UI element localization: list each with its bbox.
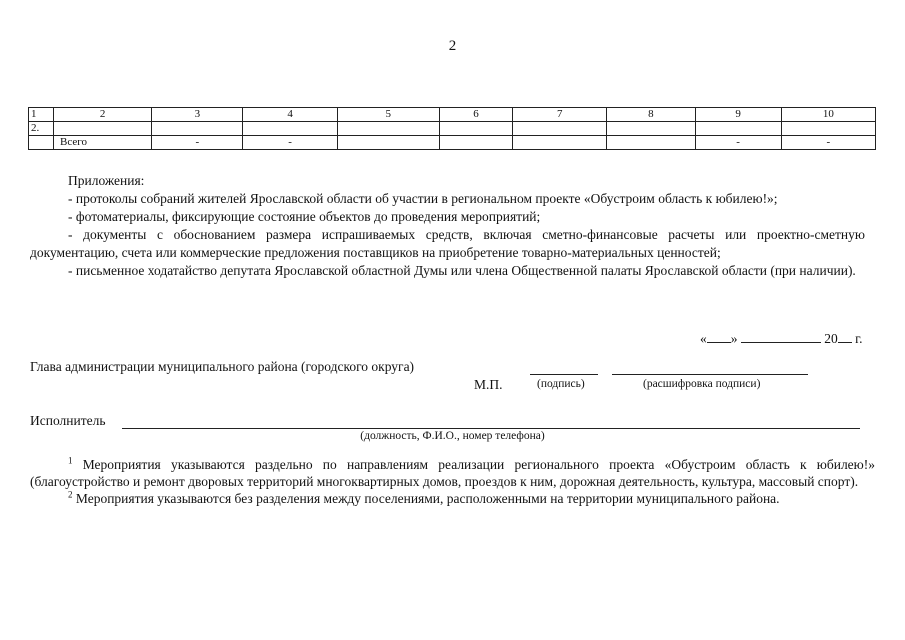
table-header-row [29, 108, 876, 122]
total-label: Всего [54, 136, 152, 150]
table-header-cell: 7 [513, 108, 607, 122]
footnotes [30, 456, 875, 507]
attachment-item: - фотоматериалы, фиксирующие состояние объектов до проведения мероприятий; [68, 209, 541, 224]
table-header-cell: 9 [695, 108, 781, 122]
table-cell [513, 136, 607, 150]
table-cell [781, 122, 875, 136]
attachment-item: - протоколы собраний жителей Ярославской области об участии в региональном проекте «Обустроим область к юбилею!»; [68, 191, 778, 206]
table-header-cell: 3 [152, 108, 243, 122]
executor-line [122, 428, 860, 429]
footnote-text: Мероприятия указываются без разделения между поселениями, расположенными на территории муниципального района. [75, 491, 780, 506]
close-quote: » [730, 331, 738, 346]
table-header-cell: 5 [337, 108, 439, 122]
attachment-item: - документы с обоснованием размера испрашиваемых средств, включая сметно-финансовые расчеты или проектно-сметную документацию, счета или коммерческие предложения поставщиков на приобретение товарно-материальных ценностей; [30, 227, 865, 260]
footnote-mark: 1 [68, 455, 73, 466]
table-header-cell: 4 [243, 108, 337, 122]
table-cell [607, 122, 695, 136]
table-cell [243, 122, 337, 136]
page-number: 2 [448, 38, 457, 54]
table-total-row [29, 136, 876, 150]
stamp-place-label: М.П. [474, 377, 503, 392]
decode-caption: (расшифровка подписи) [643, 378, 761, 390]
executor-caption: (должность, Ф.И.О., номер телефона) [360, 430, 545, 442]
table-cell: 2. [29, 122, 54, 136]
table-cell: - [243, 136, 337, 150]
table-cell: - [695, 136, 781, 150]
table-header-cell: 8 [607, 108, 695, 122]
head-of-administration-label: Глава администрации муниципального района (городского округа) [30, 359, 415, 374]
table-cell [152, 122, 243, 136]
year-suffix: г. [855, 331, 863, 346]
year-blank [838, 329, 852, 343]
attachment-item: - письменное ходатайство депутата Ярославской областной Думы или члена Общественной палаты Ярославской области (при наличии). [68, 263, 856, 278]
table-cell: - [152, 136, 243, 150]
table-row [29, 122, 876, 136]
footnote [30, 456, 875, 490]
table-header-cell: 2 [54, 108, 152, 122]
day-blank [707, 329, 731, 343]
table-header-cell: 10 [781, 108, 875, 122]
table-cell [513, 122, 607, 136]
table-cell [607, 136, 695, 150]
table-cell [337, 122, 439, 136]
attachments-block [30, 172, 865, 280]
open-quote: « [700, 331, 707, 346]
table-cell [439, 136, 512, 150]
table-cell [29, 136, 54, 150]
footnote-text: Мероприятия указываются раздельно по направлениям реализации регионального проекта «Обустроим область к юбилею!» (благоустройство и ремонт дворовых территорий многоквартирных домов, проездов к ним, дорожная деятельность, культура, массовый спорт). [30, 457, 875, 489]
attachments-title: Приложения: [68, 173, 145, 188]
signature-caption: (подпись) [537, 378, 585, 390]
footnote-mark: 2 [68, 489, 73, 500]
data-table [28, 107, 876, 150]
table-header-cell: 6 [439, 108, 512, 122]
month-blank [741, 329, 821, 343]
footnote [30, 490, 875, 507]
date-line [700, 329, 863, 347]
year-prefix: 20 [824, 331, 838, 346]
signature-line [530, 374, 598, 375]
decode-line [612, 374, 808, 375]
table-header-cell: 1 [29, 108, 54, 122]
table-cell [54, 122, 152, 136]
table-cell [439, 122, 512, 136]
table-cell [695, 122, 781, 136]
table-cell [337, 136, 439, 150]
executor-label: Исполнитель [30, 413, 106, 428]
table-cell: - [781, 136, 875, 150]
